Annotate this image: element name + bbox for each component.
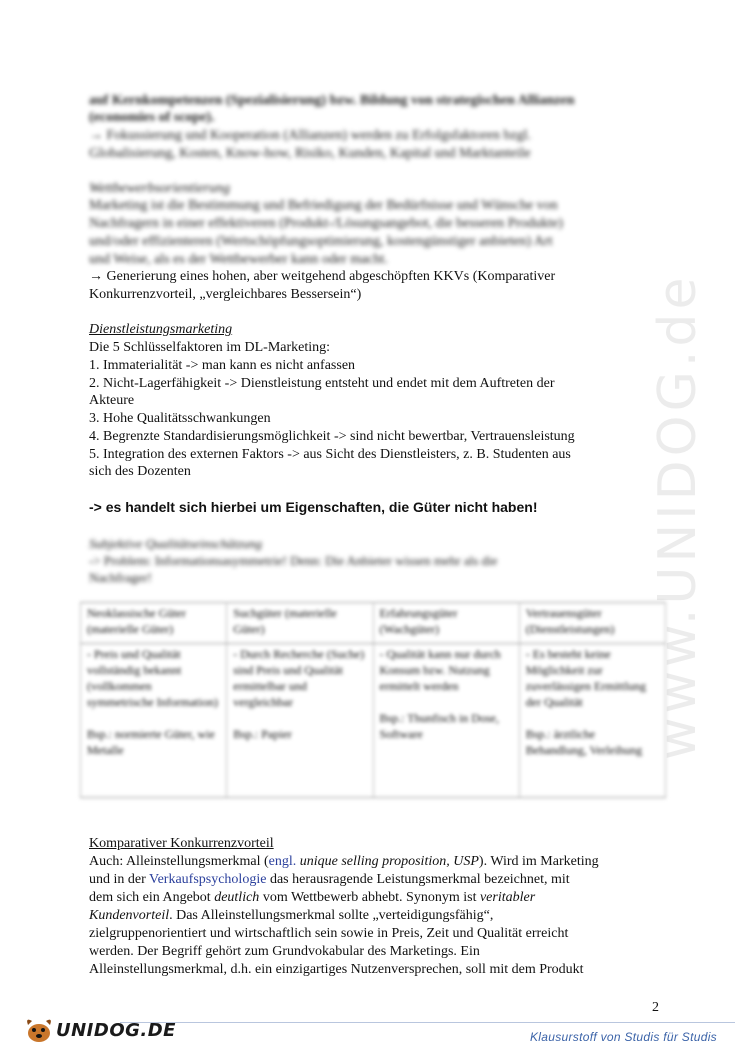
intro-line: (economies of scope).: [89, 110, 215, 125]
qualitaet-line: -> Problem: Informationsasymmetrie! Denn: Die Anbieter wissen mehr als die: [89, 553, 498, 568]
table-header-cell: Vertrauensgüter (Dienstleistungen): [519, 603, 665, 644]
kkv-paragraph-line: [89, 889, 535, 906]
wettbewerb-line: Nachfragern in einer effektiveren (Produkt-/Lösungsangebot, die besseren Produkte): [89, 216, 564, 231]
kkv-paragraph-line: [89, 907, 493, 924]
kkv-paragraph-line: werden. Der Begriff gehört zum Grundvokabular des Marketings. Ein: [89, 944, 480, 959]
table-cell-text: - Preis und Qualität vollständig bekannt (vollkommen symmetrische Information) Bsp.: normierte Güter, wie Metalle: [87, 647, 218, 757]
qualitaet-heading: Subjektive Qualitätseinschätzung: [89, 536, 262, 551]
text-span: . Das Alleinstellungsmerkmal sollte „verteidigungsfähig“,: [169, 908, 494, 923]
text-span: veritabler: [479, 890, 536, 905]
text-span: dem sich ein Angebot: [89, 890, 215, 905]
kkv-paragraph-line: [89, 853, 599, 870]
table-header-row: [81, 603, 666, 644]
text-span: Kundenvorteil: [89, 908, 170, 923]
unidog-logo[interactable]: [22, 1015, 176, 1045]
dl-item: 5. Integration des externen Faktors -> aus Sicht des Dienstleisters, z. B. Studenten aus: [89, 447, 571, 462]
kkv-section-heading: Komparativer Konkurrenzvorteil: [89, 836, 274, 851]
intro-line: Globalisierung, Kosten, Know-how, Risiko, Kunden, Kapital und Marktanteile: [89, 146, 531, 161]
text-span: Auch: Alleinstellungsmerkmal (: [89, 854, 269, 869]
text-span: unique selling proposition, USP: [296, 854, 479, 869]
text-span: ). Wird im Marketing: [478, 854, 599, 869]
footer-tagline: Klausurstoff von Studis für Studis: [530, 1030, 717, 1044]
dl-item: 2. Nicht-Lagerfähigkeit -> Dienstleistung entsteht und endet mit dem Auftreten der: [89, 376, 555, 391]
text-span: deutlich: [214, 890, 260, 905]
dl-item: 3. Hohe Qualitätsschwankungen: [89, 411, 271, 426]
table-cell: [81, 644, 227, 798]
kkv-paragraph-line: Alleinstellungsmerkmal, d.h. ein einzigartiges Nutzenversprechen, soll mit dem Produkt: [89, 962, 584, 977]
dl-item: Akteure: [89, 393, 135, 408]
dog-icon: [22, 1015, 56, 1045]
intro-line: → Fokussierung und Kooperation (Allianzen) werden zu Erfolgsfaktoren bzgl.: [89, 128, 532, 143]
kkv-paragraph-line: zielgruppenorientiert und wirtschaftlich sein sowie in Preis, Zeit und Qualität erreicht: [89, 926, 569, 941]
wettbewerb-line: und Weise, als es der Wettbewerber kann oder macht.: [89, 252, 388, 267]
table-row: [81, 644, 666, 798]
table-header-cell: Suchgüter (materielle Güter): [227, 603, 373, 644]
verkaufspsychologie-link[interactable]: Verkaufspsychologie: [149, 872, 267, 887]
text-span: das herausragende Leistungsmerkmal bezeichnet, mit: [266, 872, 570, 887]
kkv-line: → Generierung eines hohen, aber weitgehend abgeschöpften KKVs (Komparativer: [89, 269, 556, 284]
table-cell-text: - Es besteht keine Möglichkeit zur zuverlässigen Ermittlung der Qualität Bsp.: ärztliche Behandlung, Verleihung: [525, 647, 647, 757]
footer-divider: [120, 1022, 735, 1023]
dl-emphasis: -> es handelt sich hierbei um Eigenschaften, die Güter nicht haben!: [89, 499, 538, 515]
table-header-cell: Erfahrungsgüter (Wachgüter): [373, 603, 519, 644]
table-cell: [373, 644, 519, 798]
dl-heading: Dienstleistungsmarketing: [89, 322, 233, 337]
table-cell: [519, 644, 665, 798]
wettbewerb-line: und/oder effizienteren (Wertschöpfungsoptimierung, kostengünstiger anbieten) Art: [89, 234, 553, 249]
dl-item: sich des Dozenten: [89, 464, 191, 479]
goods-table: [80, 602, 666, 798]
text-span: vom Wettbewerb abhebt. Synonym ist: [259, 890, 480, 905]
dl-item: 1. Immaterialität -> man kann es nicht anfassen: [89, 358, 356, 373]
wettbewerb-line: Marketing ist die Bestimmung und Befriedigung der Bedürfnisse und Wünsche von: [89, 198, 558, 213]
kkv-line: Konkurrenzvorteil, „vergleichbares Bessersein“): [89, 287, 362, 302]
logo-text: UNIDOG.DE: [56, 1019, 176, 1041]
table-header-cell: Neoklassische Güter (materielle Güter): [81, 603, 227, 644]
text-span: und in der: [89, 872, 150, 887]
intro-line: auf Kernkompetenzen (Spezialisierung) bzw. Bildung von strategischen Allianzen: [89, 93, 575, 108]
table-cell-text: - Qualität kann nur durch Konsum bzw. Nutzung ermittelt werden Bsp.: Thunfisch in Dose, Software: [379, 647, 501, 741]
engl-link[interactable]: engl.: [268, 854, 297, 869]
table-cell-text: - Durch Recherche (Suche) sind Preis und Qualität ermittelbar und vergleichbar Bsp.: Papier: [233, 647, 365, 741]
page-number: 2: [652, 1000, 659, 1015]
dl-intro: Die 5 Schlüsselfaktoren im DL-Marketing:: [89, 340, 331, 355]
dl-item: 4. Begrenzte Standardisierungsmöglichkeit -> sind nicht bewertbar, Vertrauensleistung: [89, 429, 575, 444]
wettbewerb-heading: Wettbewerbsorientierung: [89, 181, 231, 196]
table-cell: [227, 644, 373, 798]
kkv-paragraph-line: [89, 871, 570, 888]
qualitaet-line: Nachfrager!: [89, 570, 152, 585]
watermark: www.UNIDOG.de: [648, 273, 708, 760]
